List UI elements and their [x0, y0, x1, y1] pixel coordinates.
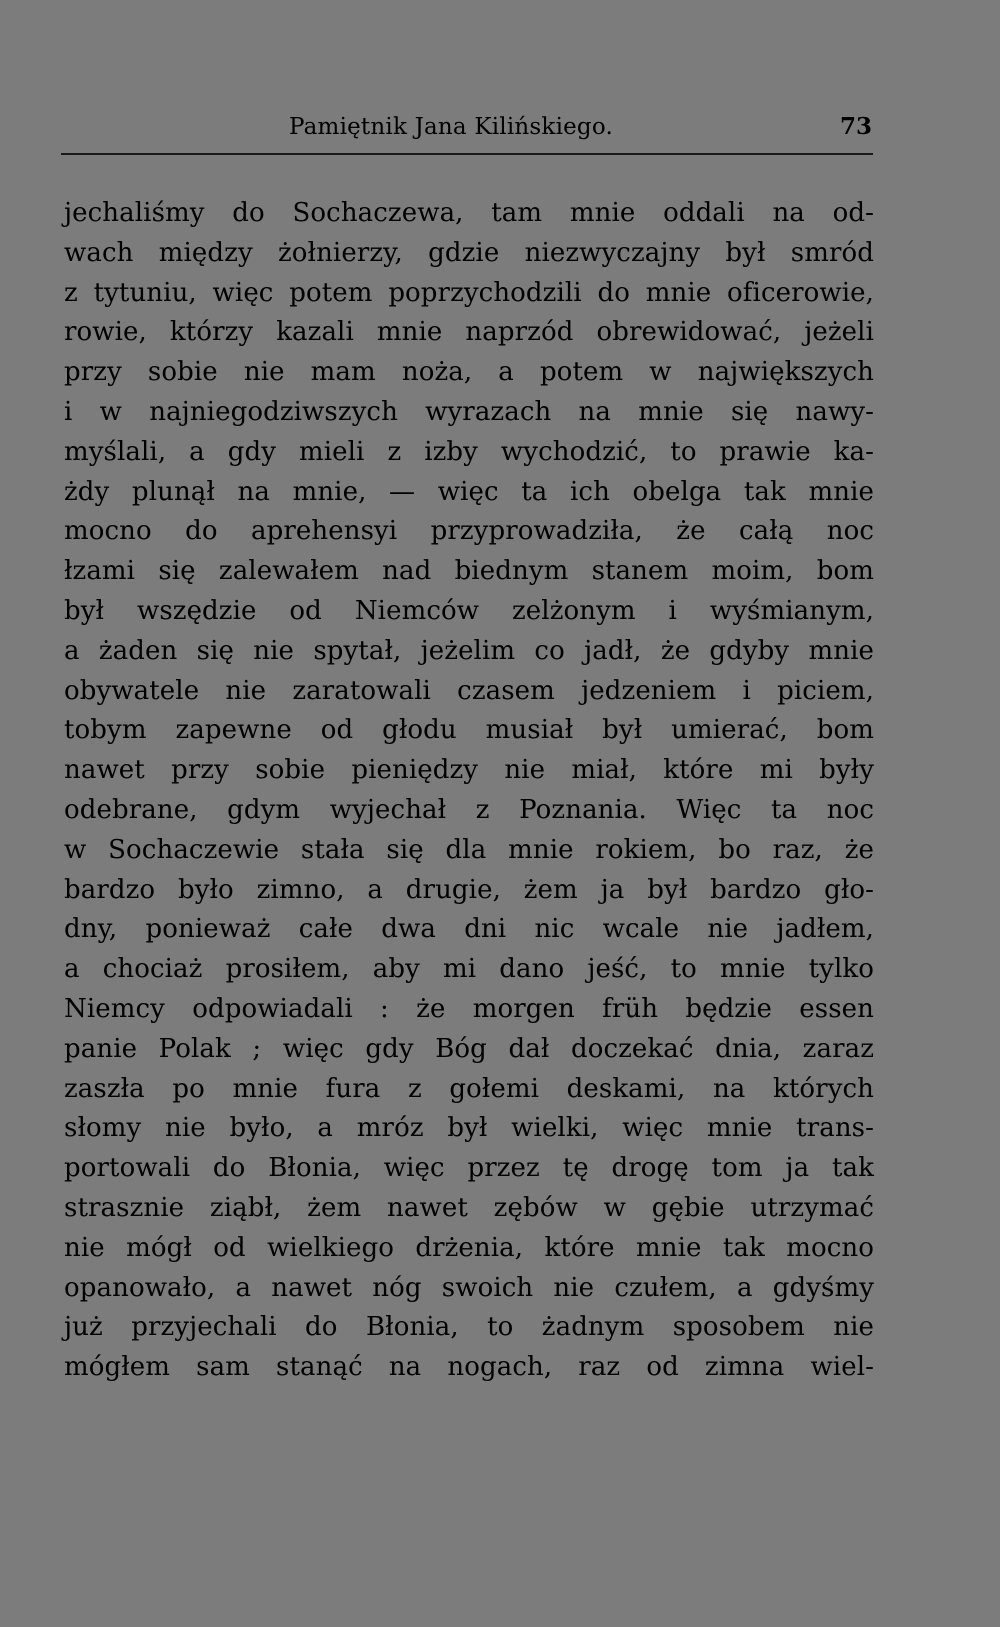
body-text: [64, 194, 874, 1388]
text-line: i w najniegodziwszych wyrazach na mnie się nawy-: [64, 396, 874, 427]
running-head: [64, 112, 872, 146]
text-line: panie Polak ; więc gdy Bóg dał doczekać dnia, zaraz: [64, 1033, 874, 1064]
text-line: był wszędzie od Niemców zelżonym i wyśmianym,: [64, 595, 874, 626]
text-line: zaszła po mnie fura z gołemi deskami, na których: [64, 1073, 874, 1104]
text-line: łzami się zalewałem nad biednym stanem moim, bom: [64, 556, 874, 587]
text-line: przy sobie nie mam noża, a potem w największych: [64, 357, 874, 388]
text-line: myślali, a gdy mieli z izby wychodzić, to prawie ka-: [64, 436, 874, 467]
text-line: mógłem sam stanąć na nogach, raz od zimna wiel-: [64, 1352, 874, 1383]
text-line: nawet przy sobie pieniędzy nie miał, które mi były: [64, 755, 874, 786]
page-number: 73: [839, 113, 872, 140]
text-line: a żaden się nie spytał, jeżelim co jadł, że gdyby mnie: [64, 635, 874, 666]
text-line: wach między żołnierzy, gdzie niezwyczajny był smród: [64, 237, 874, 268]
header-rule: [61, 153, 873, 155]
text-line: już przyjechali do Błonia, to żadnym sposobem nie: [64, 1312, 874, 1343]
text-line: z tytuniu, więc potem poprzychodzili do mnie oficerowie,: [64, 277, 874, 308]
text-line: rowie, którzy kazali mnie naprzód obrewidować, jeżeli: [64, 317, 874, 348]
text-line: żdy plunął na mnie, — więc ta ich obelga tak mnie: [64, 476, 874, 507]
text-line: bardzo było zimno, a drugie, żem ja był bardzo gło-: [64, 874, 874, 905]
text-line: opanowało, a nawet nóg swoich nie czułem, a gdyśmy: [64, 1272, 874, 1303]
text-line: obywatele nie zaratowali czasem jedzeniem i piciem,: [64, 675, 874, 706]
text-line: jechaliśmy do Sochaczewa, tam mnie oddali na od-: [64, 198, 874, 228]
text-line: portowali do Błonia, więc przez tę drogę tom ja tak: [64, 1153, 874, 1184]
text-line: strasznie ziąbł, żem nawet zębów w gębie utrzymać: [64, 1192, 874, 1223]
text-line: Niemcy odpowiadali : że morgen früh będzie essen: [64, 993, 874, 1024]
text-line: odebrane, gdym wyjechał z Poznania. Więc ta noc: [64, 794, 874, 825]
text-line: nie mógł od wielkiego drżenia, które mnie tak mocno: [64, 1232, 874, 1263]
text-line: dny, ponieważ całe dwa dni nic wcale nie jadłem,: [64, 914, 874, 945]
text-line: mocno do aprehensyi przyprowadziła, że całą noc: [64, 516, 874, 547]
text-line: a chociaż prosiłem, aby mi dano jeść, to mnie tylko: [64, 954, 874, 985]
text-line: w Sochaczewie stała się dla mnie rokiem, bo raz, że: [64, 834, 874, 865]
text-line: tobym zapewne od głodu musiał był umierać, bom: [64, 715, 874, 746]
running-title: Pamiętnik Jana Kilińskiego.: [289, 114, 614, 140]
text-line: słomy nie było, a mróz był wielki, więc mnie trans-: [64, 1113, 874, 1144]
